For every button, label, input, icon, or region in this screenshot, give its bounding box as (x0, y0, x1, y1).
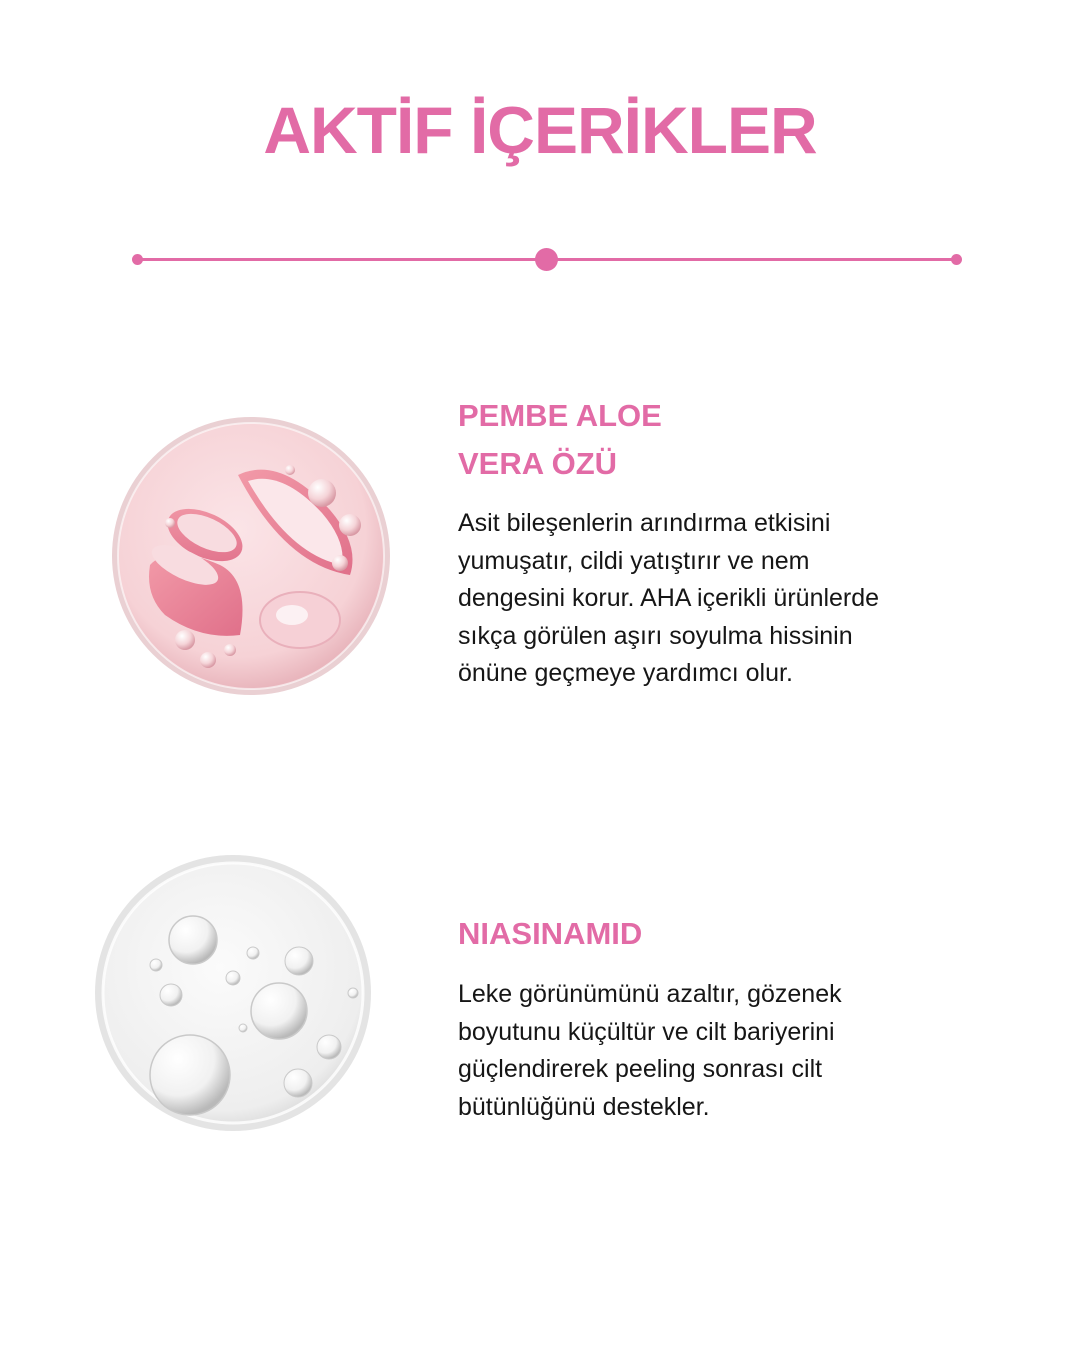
ingredient-description (458, 976, 1018, 1126)
description-line: Asit bileşenlerin arındırma etkisini (458, 509, 831, 537)
description-line: sıkça görülen aşırı soyulma hissinin (458, 621, 853, 650)
ingredient-name (458, 392, 662, 488)
ingredient-name-line: NIASINAMID (458, 916, 643, 951)
description-line: bütünlüğünü destekler. (458, 1092, 710, 1121)
divider-dot-right (951, 254, 962, 265)
ingredient-name-line: VERA ÖZÜ (458, 446, 618, 481)
divider-dot-center (535, 248, 558, 271)
description-line: güçlendirerek peeling sonrası cilt (458, 1055, 823, 1083)
ingredient-name-line: PEMBE ALOE (458, 398, 662, 433)
divider-dot-left (132, 254, 143, 265)
description-line: dengesini korur. AHA içerikli ürünlerde (458, 584, 880, 612)
description-line: önüne geçmeye yardımcı olur. (458, 659, 793, 687)
petri-dish-pink-aloe-icon (110, 415, 392, 697)
description-line: yumuşatır, cildi yatıştırır ve nem (458, 546, 810, 575)
petri-dish-clear-serum-icon (93, 853, 373, 1133)
description-line: boyutunu küçültür ve cilt bariyerini (458, 1017, 835, 1046)
ingredient-name (458, 910, 642, 958)
description-line: Leke görünümünü azaltır, gözenek (458, 980, 842, 1008)
ingredient-description (458, 505, 1018, 693)
page-title: AKTİF İÇERİKLER (263, 93, 817, 167)
title-divider (132, 248, 962, 270)
